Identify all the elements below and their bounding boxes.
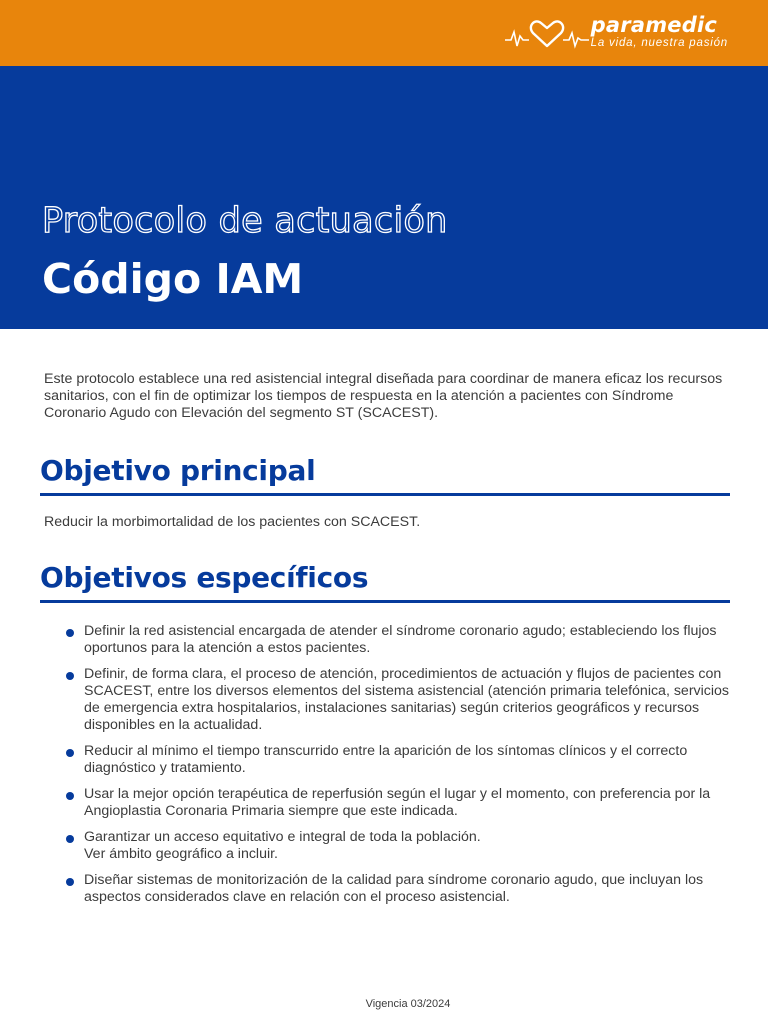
brand-header-bar bbox=[0, 0, 768, 66]
objetivo-principal-text: Reducir la morbimortalidad de los pacientes con SCACEST. bbox=[44, 514, 421, 530]
bullet-dot-icon bbox=[66, 878, 74, 886]
objetivos-list bbox=[66, 623, 730, 915]
list-item: Definir, de forma clara, el proceso de atención, procedimientos de actuación y flujos de pacientes con SCACEST, entre los diversos elementos del sistema asistencial (atención primaria telefónica, servicios de emergencia extra hospitalarios, instalaciones sanitarias) según criterios geográficos y recursos disponibles en la actualidad. bbox=[66, 666, 730, 734]
list-item: Reducir al mínimo el tiempo transcurrido entre la aparición de los síntomas clínicos y el correcto diagnóstico y tratamiento. bbox=[66, 743, 730, 777]
bullet-dot-icon bbox=[66, 672, 74, 680]
intro-paragraph: Este protocolo establece una red asistencial integral diseñada para coordinar de manera eficaz los recursos sanitarios, con el fin de optimizar los tiempos de respuesta en la atención a pacientes con Síndrome Coronario Agudo con Elevación del segmento ST (SCACEST). bbox=[44, 371, 723, 421]
bullet-dot-icon bbox=[66, 835, 74, 843]
hero-banner bbox=[0, 66, 768, 329]
brand-tagline: La vida, nuestra pasión bbox=[590, 37, 728, 49]
list-item: Diseñar sistemas de monitorización de la calidad para síndrome coronario agudo, que incluyan los aspectos considerados clave en relación con el proceso asistencial. bbox=[66, 872, 730, 906]
brand-logo bbox=[591, 14, 728, 49]
hero-subtitle: Protocolo de actuación bbox=[42, 201, 448, 241]
bullet-dot-icon bbox=[66, 629, 74, 637]
page-title: Código IAM bbox=[42, 255, 304, 303]
footer-validity: Vigencia 03/2024 bbox=[365, 998, 451, 1010]
list-item: Garantizar un acceso equitativo e integral de toda la población. Ver ámbito geográfico a incluir. bbox=[66, 829, 730, 863]
heart-ecg-icon bbox=[505, 16, 589, 55]
bullet-dot-icon bbox=[66, 749, 74, 757]
bullet-dot-icon bbox=[66, 792, 74, 800]
brand-name: paramedic bbox=[590, 13, 718, 37]
objetivos-especificos-heading: Objetivos específicos bbox=[40, 560, 730, 603]
objetivo-principal-heading: Objetivo principal bbox=[40, 453, 730, 496]
list-item: Definir la red asistencial encargada de atender el síndrome coronario agudo; estableciendo los flujos oportunos para la atención a estos pacientes. bbox=[66, 623, 730, 657]
list-item: Usar la mejor opción terapéutica de reperfusión según el lugar y el momento, con preferencia por la Angioplastia Coronaria Primaria siempre que este indicada. bbox=[66, 786, 730, 820]
